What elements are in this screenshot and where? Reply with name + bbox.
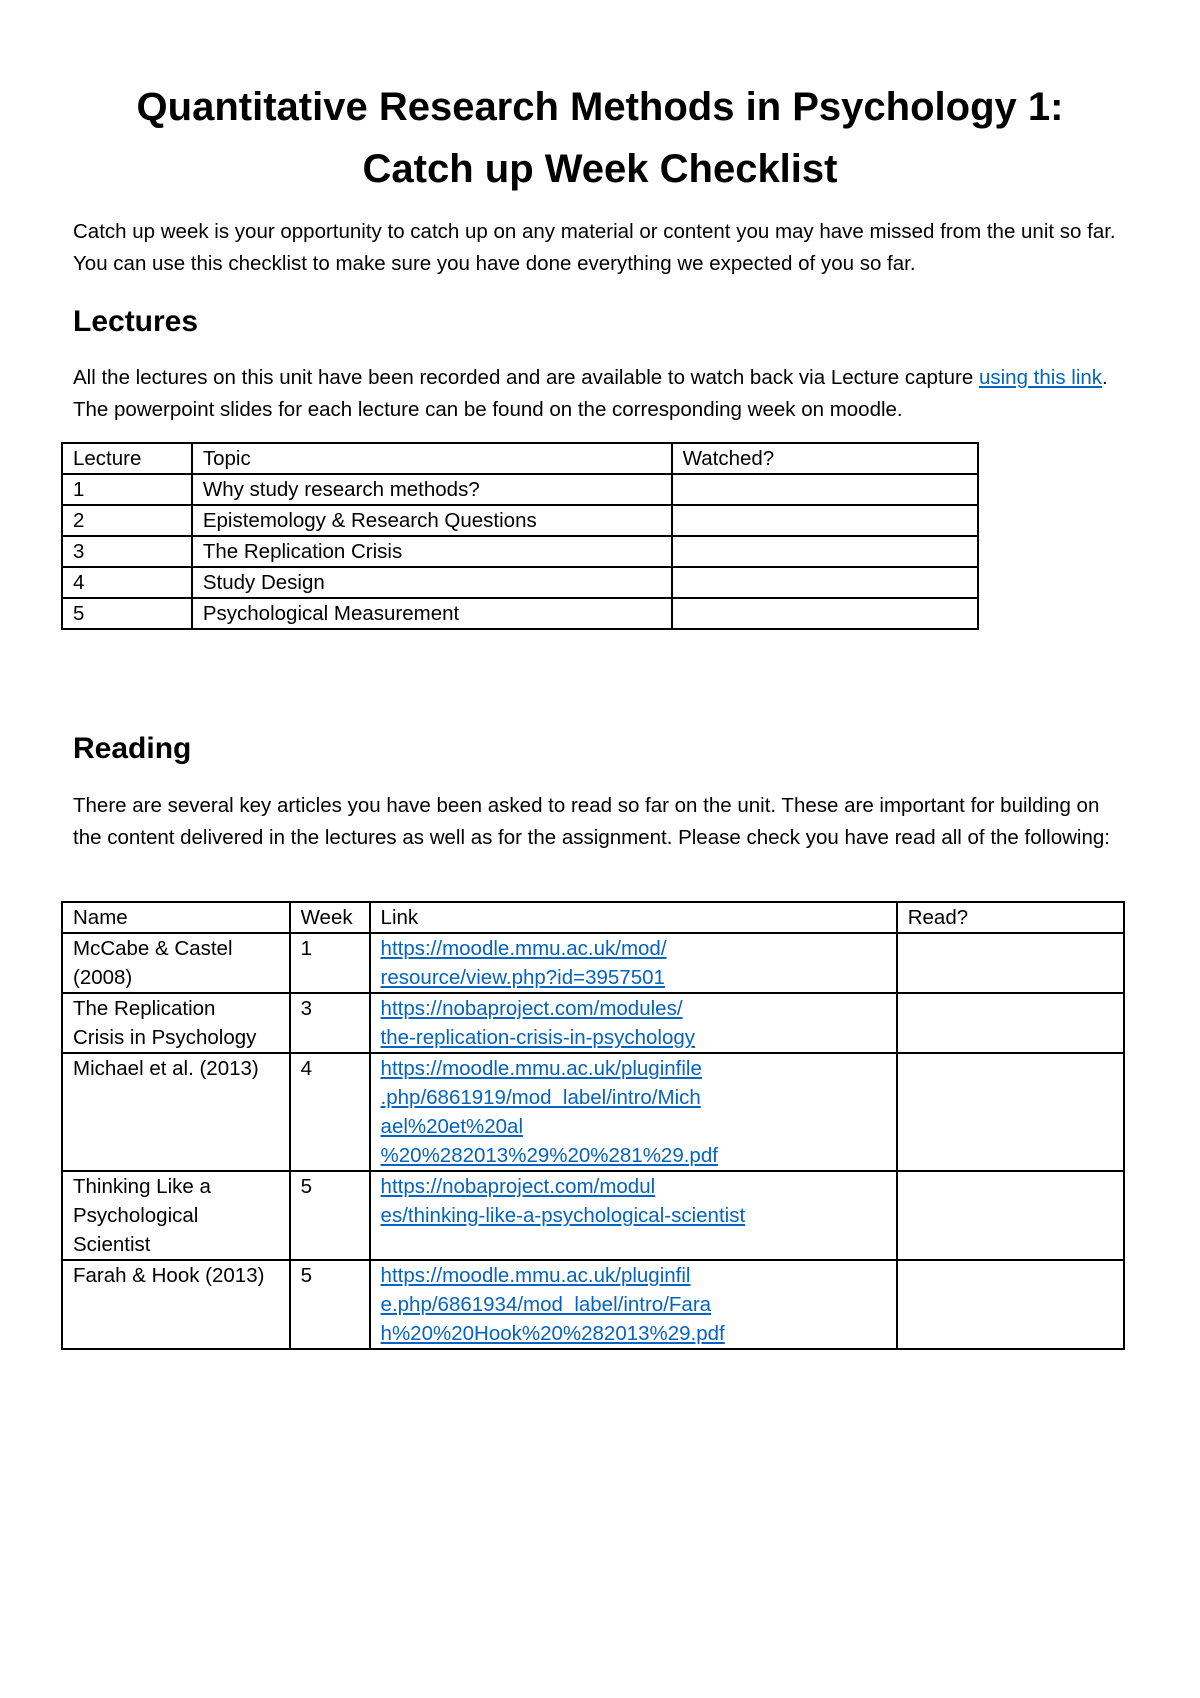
reading-read-cell[interactable] [897, 1260, 1124, 1349]
reading-heading: Reading [73, 732, 192, 765]
lecture-row [62, 536, 978, 567]
lectures-header-row [62, 443, 978, 474]
reading-link[interactable]: https://moodle.mmu.ac.uk/pluginfile [380, 1057, 702, 1080]
lecture-number-cell: 2 [62, 505, 192, 536]
intro-paragraph: Catch up week is your opportunity to catch up on any material or content you may have missed from the unit so far. You can use this checklist to make sure you have done everything we expected of you so far. [73, 220, 1116, 275]
lectures-column-header: Watched? [672, 443, 978, 474]
page-title [0, 76, 1200, 200]
reading-column-header: Link [370, 902, 897, 933]
reading-link[interactable]: e.php/6861934/mod_label/intro/Fara [380, 1293, 712, 1316]
reading-name-cell [62, 993, 290, 1053]
reading-name-cell [62, 1260, 290, 1349]
lecture-watched-cell[interactable] [672, 536, 978, 567]
reading-row [62, 993, 1124, 1053]
reading-link[interactable]: h%20%20Hook%20%282013%29.pdf [380, 1322, 725, 1345]
lecture-topic-cell: Study Design [192, 567, 672, 598]
lecture-watched-cell[interactable] [672, 598, 978, 629]
lectures-table-body [62, 443, 978, 629]
reading-name-line: Farah & Hook (2013) [73, 1264, 265, 1287]
reading-link[interactable]: .php/6861919/mod_label/intro/Mich [380, 1086, 701, 1109]
reading-header-row [62, 902, 1124, 933]
lecture-number-cell: 1 [62, 474, 192, 505]
lectures-text-after: . The powerpoint slides for each lecture can be found on the corresponding week on moodle. [73, 366, 1108, 421]
reading-name-line: Crisis in Psychology [73, 1026, 257, 1049]
reading-link[interactable]: ael%20et%20al [380, 1115, 524, 1138]
reading-link[interactable]: resource/view.php?id=3957501 [380, 966, 665, 989]
lecture-watched-cell[interactable] [672, 567, 978, 598]
lectures-column-header: Lecture [62, 443, 192, 474]
lecture-number-cell: 4 [62, 567, 192, 598]
lecture-topic-cell: The Replication Crisis [192, 536, 672, 567]
lecture-topic-cell: Why study research methods? [192, 474, 672, 505]
reading-read-cell[interactable] [897, 933, 1124, 993]
reading-name-line: Michael et al. (2013) [73, 1057, 259, 1080]
reading-link-cell [370, 933, 897, 993]
lectures-text-before: All the lectures on this unit have been recorded and are available to watch back via Lecture capture [73, 366, 979, 389]
reading-name-cell [62, 1053, 290, 1171]
reading-name-cell [62, 933, 290, 993]
reading-read-cell[interactable] [897, 993, 1124, 1053]
reading-link[interactable]: https://moodle.mmu.ac.uk/pluginfil [380, 1264, 691, 1287]
reading-week-cell: 5 [290, 1260, 370, 1349]
reading-link[interactable]: the-replication-crisis-in-psychology [380, 1026, 695, 1049]
reading-name-line: Thinking Like a [73, 1175, 211, 1198]
reading-week-cell: 4 [290, 1053, 370, 1171]
lecture-row [62, 567, 978, 598]
lectures-column-header: Topic [192, 443, 672, 474]
lecture-watched-cell[interactable] [672, 474, 978, 505]
reading-link[interactable]: https://nobaproject.com/modul [380, 1175, 656, 1198]
reading-week-cell: 1 [290, 933, 370, 993]
reading-table [61, 901, 1125, 1350]
lecture-watched-cell[interactable] [672, 505, 978, 536]
reading-name-cell [62, 1171, 290, 1260]
reading-table-body [62, 902, 1124, 1349]
reading-link[interactable]: https://moodle.mmu.ac.uk/mod/ [380, 937, 667, 960]
lecture-row [62, 474, 978, 505]
reading-link-cell [370, 1171, 897, 1260]
reading-link-cell [370, 993, 897, 1053]
reading-link-cell [370, 1260, 897, 1349]
reading-paragraph: There are several key articles you have been asked to read so far on the unit. These are important for building on the content delivered in the lectures as well as for the assignment. Please check you have read all of the following: [73, 794, 1110, 849]
title-line-1: Quantitative Research Methods in Psychology 1: [136, 85, 1064, 129]
lecture-topic-cell: Psychological Measurement [192, 598, 672, 629]
reading-link-cell [370, 1053, 897, 1171]
lecture-row [62, 598, 978, 629]
lecture-topic-cell: Epistemology & Research Questions [192, 505, 672, 536]
reading-link[interactable]: %20%282013%29%20%281%29.pdf [380, 1144, 718, 1167]
lectures-paragraph [73, 362, 1128, 426]
lecture-number-cell: 3 [62, 536, 192, 567]
reading-name-line: (2008) [73, 966, 133, 989]
reading-read-cell[interactable] [897, 1053, 1124, 1171]
reading-name-line: McCabe & Castel [73, 937, 233, 960]
reading-column-header: Week [290, 902, 370, 933]
reading-read-cell[interactable] [897, 1171, 1124, 1260]
reading-row [62, 933, 1124, 993]
reading-week-cell: 5 [290, 1171, 370, 1260]
title-line-2: Catch up Week Checklist [362, 147, 838, 191]
lecture-row [62, 505, 978, 536]
reading-column-header: Read? [897, 902, 1124, 933]
reading-row [62, 1053, 1124, 1171]
lectures-table [61, 442, 979, 630]
lecture-number-cell: 5 [62, 598, 192, 629]
reading-column-header: Name [62, 902, 290, 933]
lectures-heading: Lectures [73, 305, 199, 338]
lecture-capture-link[interactable]: using this link [978, 366, 1103, 389]
reading-name-line: Psychological [73, 1204, 199, 1227]
reading-name-line: Scientist [73, 1233, 151, 1256]
reading-link[interactable]: https://nobaproject.com/modules/ [380, 997, 683, 1020]
reading-link[interactable]: es/thinking-like-a-psychological-scientist [380, 1204, 746, 1227]
reading-row [62, 1260, 1124, 1349]
reading-week-cell: 3 [290, 993, 370, 1053]
reading-name-line: The Replication [73, 997, 216, 1020]
reading-row [62, 1171, 1124, 1260]
